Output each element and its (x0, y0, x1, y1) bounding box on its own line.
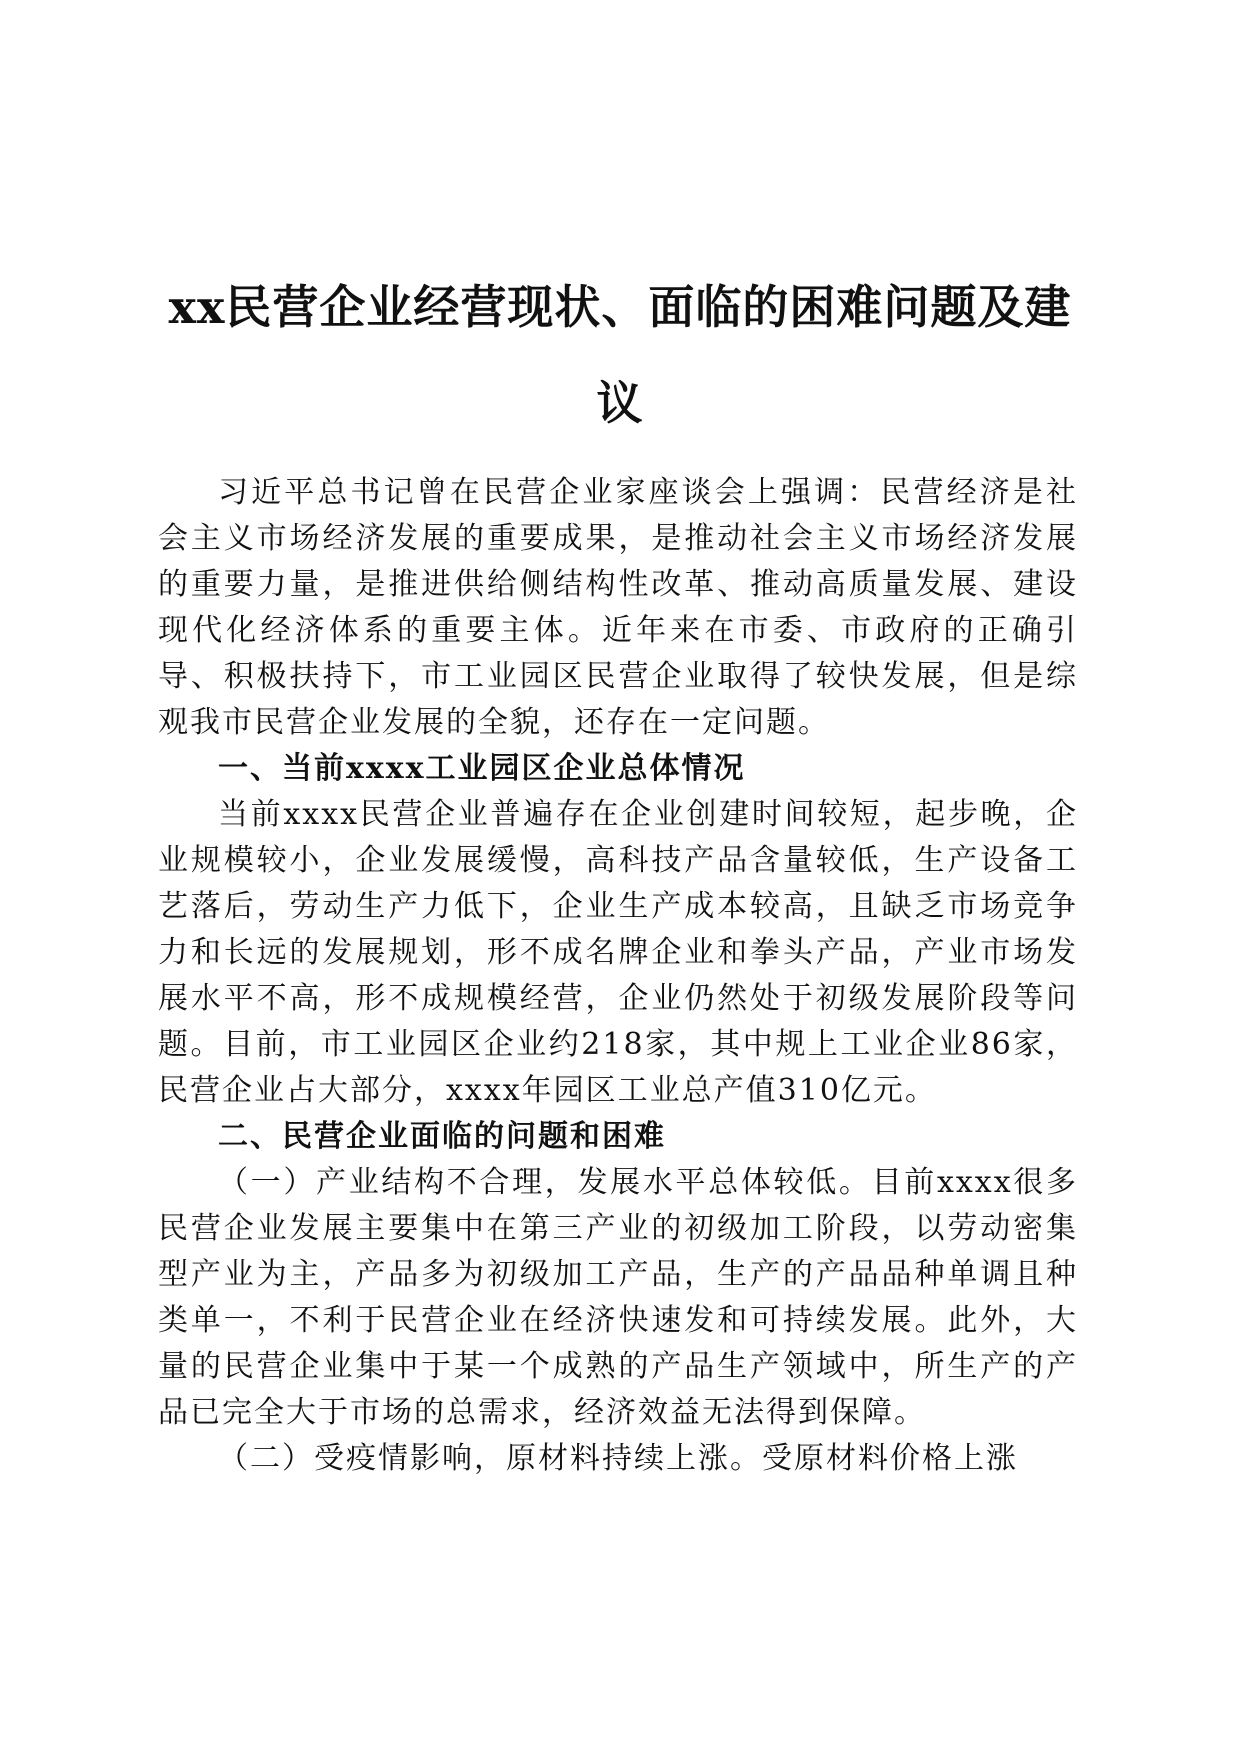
paragraph-issue-1: （一）产业结构不合理，发展水平总体较低。目前xxxx很多民营企业发展主要集中在第三产业的初级加工阶段，以劳动密集型产业为主，产品多为初级加工产品，生产的产品品种单调且种类单一，不利于民营企业在经济快速发和可持续发展。此外，大量的民营企业集中于某一个成熟的产品生产领域中，所生产的产品已完全大于市场的总需求，经济效益无法得到保障。 (158, 1165, 1078, 1430)
section-heading-1: 一、当前xxxx工业园区企业总体情况 (218, 751, 746, 786)
paragraph-issue-2: （二）受疫情影响，原材料持续上涨。受原材料价格上涨 (218, 1441, 1018, 1476)
document-title: xx民营企业经营现状、面临的困难问题及建议 (168, 279, 1072, 430)
paragraph-overview: 当前xxxx民营企业普遍存在企业创建时间较短，起步晚，企业规模较小，企业发展缓慢，高科技产品含量较低，生产设备工艺落后，劳动生产力低下，企业生产成本较高，且缺乏市场竞争力和长远的发展规划，形不成名牌企业和拳头产品，产业市场发展水平不高，形不成规模经营，企业仍然处于初级发展阶段等问题。目前，市工业园区企业约218家，其中规上工业企业86家，民营企业占大部分，xxxx年园区工业总产值310亿元。 (158, 797, 1078, 1108)
section-heading-2: 二、民营企业面临的问题和困难 (218, 1119, 666, 1154)
document-body (158, 470, 1078, 1482)
paragraph-intro: 习近平总书记曾在民营企业家座谈会上强调：民营经济是社会主义市场经济发展的重要成果，是推动社会主义市场经济发展的重要力量，是推进供给侧结构性改革、推动高质量发展、建设现代化经济体系的重要主体。近年来在市委、市政府的正确引导、积极扶持下，市工业园区民营企业取得了较快发展，但是综观我市民营企业发展的全貌，还存在一定问题。 (158, 475, 1078, 740)
